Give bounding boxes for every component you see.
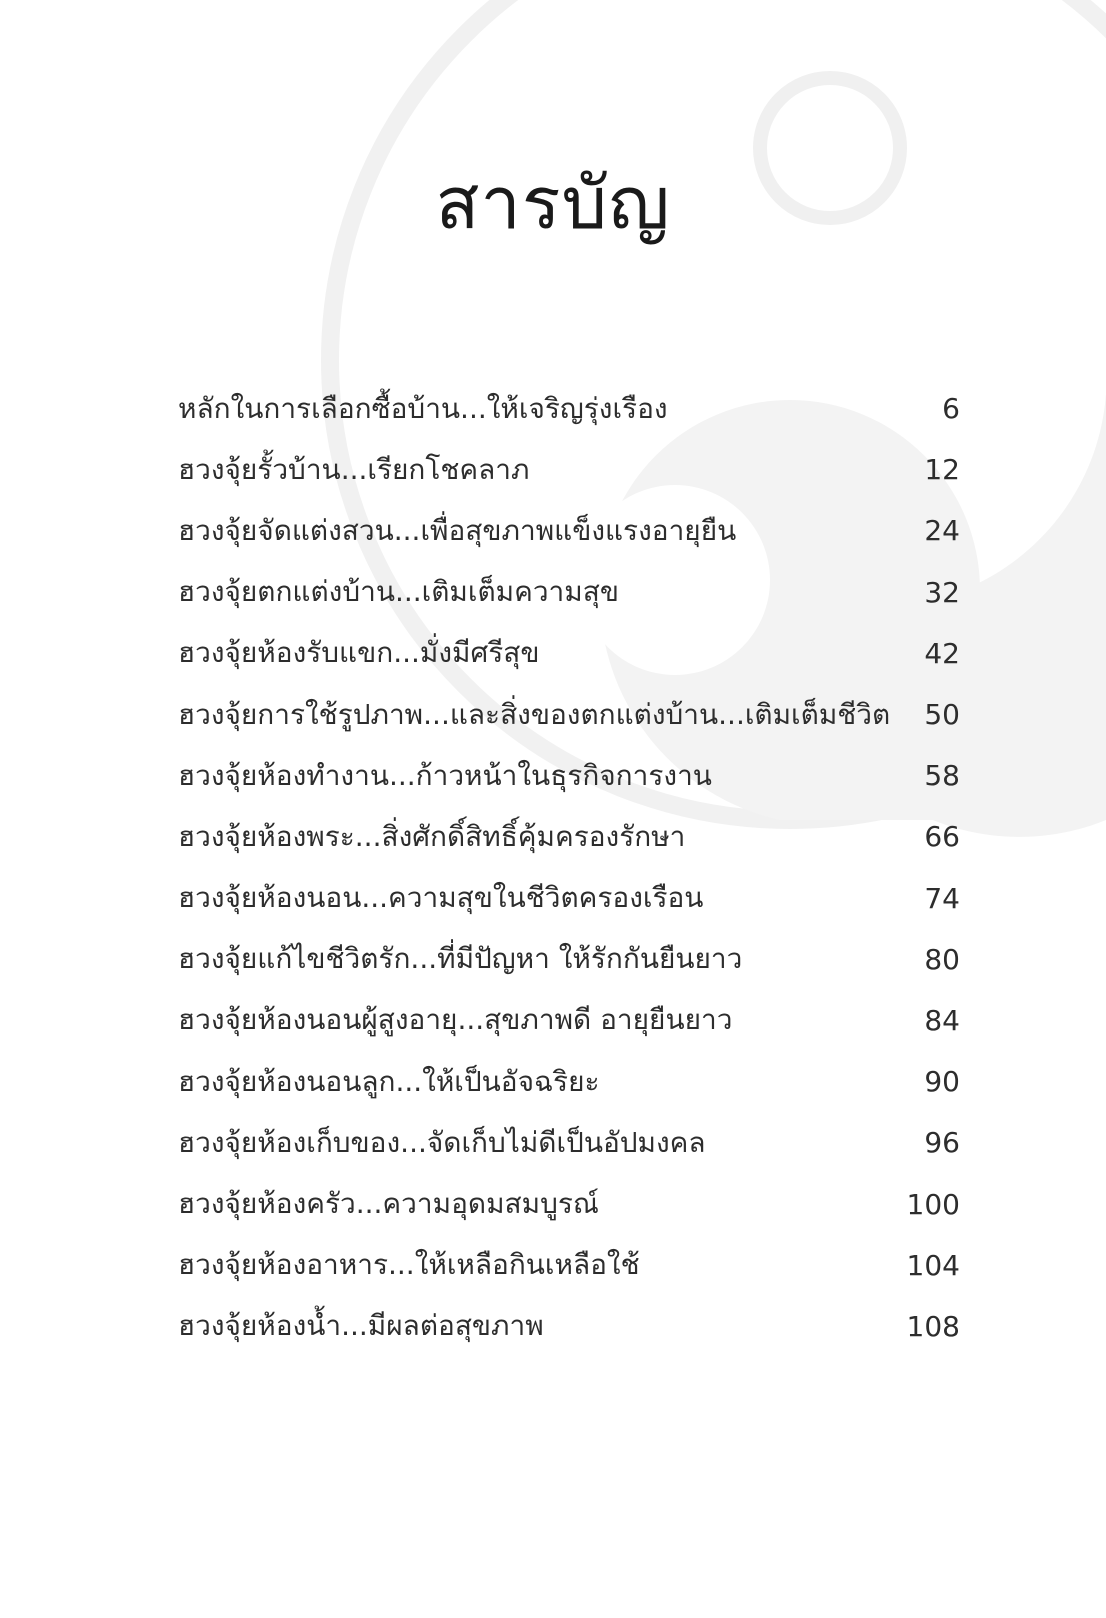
toc-entry-page: 84	[924, 1003, 960, 1037]
toc-entry[interactable]	[178, 684, 960, 745]
toc-entry-page: 24	[924, 514, 960, 548]
toc-list	[178, 378, 960, 1357]
toc-entry[interactable]	[178, 868, 960, 929]
toc-entry[interactable]	[178, 623, 960, 684]
toc-entry-title: ฮวงจุ้ยห้องรับแขก...มั่งมีศรีสุข	[178, 636, 540, 670]
toc-entry-title: ฮวงจุ้ยห้องนอน...ความสุขในชีวิตครองเรือน	[178, 881, 704, 915]
toc-entry[interactable]	[178, 439, 960, 500]
toc-entry[interactable]	[178, 806, 960, 867]
toc-entry-title: ฮวงจุ้ยห้องน้ำ...มีผลต่อสุขภาพ	[178, 1309, 544, 1343]
toc-entry-title: ฮวงจุ้ยห้องนอนผู้สูงอายุ...สุขภาพดี อายุยืนยาว	[178, 1003, 733, 1037]
toc-entry-title: ฮวงจุ้ยจัดแต่งสวน...เพื่อสุขภาพแข็งแรงอายุยืน	[178, 513, 737, 547]
toc-entry[interactable]	[178, 929, 960, 990]
toc-entry-page: 108	[906, 1309, 960, 1343]
toc-entry-title: ฮวงจุ้ยตกแต่งบ้าน...เติมเต็มความสุข	[178, 575, 619, 609]
toc-entry-title: ฮวงจุ้ยการใช้รูปภาพ...และสิ่งของตกแต่งบ้าน...เติมเต็มชีวิต	[178, 697, 891, 731]
toc-entry[interactable]	[178, 1112, 960, 1173]
toc-entry-page: 96	[924, 1126, 960, 1160]
toc-entry[interactable]	[178, 1235, 960, 1296]
toc-entry[interactable]	[178, 1173, 960, 1234]
toc-entry[interactable]	[178, 562, 960, 623]
toc-entry-page: 66	[924, 820, 960, 854]
toc-entry-title: ฮวงจุ้ยรั้วบ้าน...เรียกโชคลาภ	[178, 452, 530, 486]
toc-entry-title: ฮวงจุ้ยห้องนอนลูก...ให้เป็นอัจฉริยะ	[178, 1064, 600, 1098]
toc-entry-page: 58	[924, 759, 960, 793]
toc-entry-page: 104	[906, 1248, 960, 1282]
toc-entry-page: 80	[924, 942, 960, 976]
toc-entry-page: 100	[906, 1187, 960, 1221]
page-title: สารบัญ	[435, 161, 671, 245]
toc-entry[interactable]	[178, 1051, 960, 1112]
toc-entry-title: ฮวงจุ้ยห้องครัว...ความอุดมสมบูรณ์	[178, 1187, 599, 1221]
toc-entry[interactable]	[178, 990, 960, 1051]
toc-entry-page: 42	[924, 636, 960, 670]
toc-entry-title: ฮวงจุ้ยห้องเก็บของ...จัดเก็บไม่ดีเป็นอัปมงคล	[178, 1125, 706, 1159]
toc-entry-page: 50	[924, 698, 960, 732]
toc-entry-page: 32	[924, 575, 960, 609]
toc-entry-title: ฮวงจุ้ยห้องพระ...สิ่งศักดิ์สิทธิ์คุ้มครองรักษา	[178, 819, 686, 853]
toc-entry-title: หลักในการเลือกซื้อบ้าน...ให้เจริญรุ่งเรือง	[178, 391, 668, 425]
toc-entry-page: 6	[942, 392, 960, 426]
toc-entry[interactable]	[178, 1296, 960, 1357]
toc-entry-title: ฮวงจุ้ยแก้ไขชีวิตรัก...ที่มีปัญหา ให้รักกันยืนยาว	[178, 942, 743, 976]
toc-entry-title: ฮวงจุ้ยห้องทำงาน...ก้าวหน้าในธุรกิจการงาน	[178, 758, 712, 792]
toc-entry-page: 74	[924, 881, 960, 915]
toc-entry[interactable]	[178, 500, 960, 561]
toc-entry[interactable]	[178, 378, 960, 439]
toc-entry-page: 12	[924, 453, 960, 487]
toc-entry-title: ฮวงจุ้ยห้องอาหาร...ให้เหลือกินเหลือใช้	[178, 1248, 640, 1282]
toc-entry-page: 90	[924, 1065, 960, 1099]
toc-entry[interactable]	[178, 745, 960, 806]
